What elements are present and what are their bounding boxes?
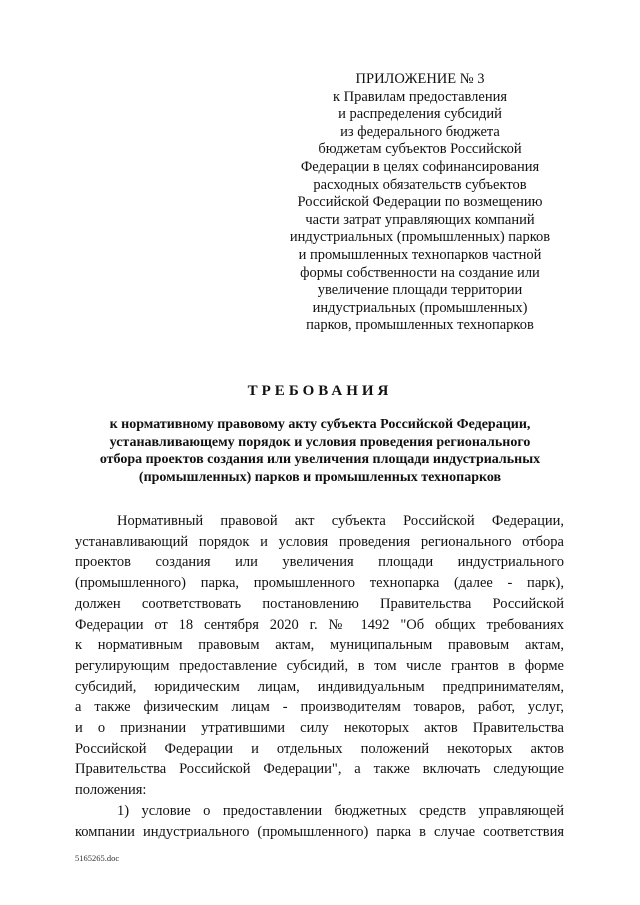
body-text	[75, 511, 564, 842]
body-line: Российской Федерации и отдельных положений некоторых актов	[75, 740, 564, 757]
appendix-line: индустриальных (промышленных) парков	[289, 229, 551, 246]
body-line: Нормативный правовой акт субъекта Российской Федерации,	[117, 513, 564, 529]
body-line: к нормативным правовым актам, муниципальным правовым актам,	[75, 637, 564, 654]
document-subtitle	[60, 416, 580, 486]
body-line: проектов создания или увеличения площади индустриального	[75, 554, 564, 571]
body-line: устанавливающий порядок и условия проведения регионального отбора	[75, 533, 564, 550]
body-line: субсидий, юридическим лицам, индивидуальным предпринимателям,	[75, 678, 564, 695]
appendix-line: парков, промышленных технопарков	[306, 317, 534, 334]
subtitle-line: отбора проектов создания или увеличения площади индустриальных	[99, 452, 541, 468]
body-line: регулирующим предоставление субсидий, в том числе грантов в форме	[75, 657, 564, 674]
body-line: Федерации от 18 сентября 2020 г. № 1492 "Об общих требованиях	[75, 616, 564, 633]
subtitle-line: к нормативному правовому акту субъекта Российской Федерации,	[109, 417, 531, 432]
appendix-line: расходных обязательств субъектов	[313, 176, 527, 193]
body-line: (промышленного) парка, промышленного технопарка (далее - парк),	[75, 575, 564, 592]
appendix-line: увеличение площади территории	[317, 282, 523, 299]
body-line: Правительства Российской Федерации", а также включать следующие	[75, 761, 564, 778]
body-line: положения:	[75, 782, 147, 799]
appendix-line: Российской Федерации по возмещению	[297, 194, 543, 211]
appendix-line: из федерального бюджета	[340, 123, 500, 140]
body-line: должен соответствовать постановлению Правительства Российской	[75, 595, 564, 612]
subtitle-line: устанавливающему порядок и условия проведения регионального	[109, 434, 531, 450]
appendix-line: индустриальных (промышленных)	[312, 299, 528, 316]
document-title: ТРЕБОВАНИЯ	[247, 383, 393, 399]
appendix-line: и распределения субсидий	[338, 106, 502, 123]
appendix-line: к Правилам предоставления	[332, 88, 508, 105]
appendix-heading: ПРИЛОЖЕНИЕ № 3	[355, 71, 485, 87]
appendix-line: Федерации в целях софинансирования	[300, 158, 540, 175]
title-block	[60, 383, 580, 486]
appendix-block	[275, 71, 565, 335]
appendix-line: формы собственности на создание или	[300, 264, 540, 281]
body-line: компании индустриального (промышленного) парка в случае соответствия	[75, 823, 564, 840]
body-line: 1) условие о предоставлении бюджетных средств управляющей	[117, 802, 564, 819]
subtitle-line: (промышленных) парков и промышленных технопарков	[138, 469, 502, 485]
appendix-line: и промышленных технопарков частной	[298, 246, 542, 263]
body-line: а также физическим лицам - производителям товаров, работ, услуг,	[75, 699, 564, 716]
appendix-line: части затрат управляющих компаний	[305, 211, 535, 228]
body-line: и о признании утратившими силу некоторых актов Правительства	[75, 720, 564, 737]
appendix-line: бюджетам субъектов Российской	[318, 141, 522, 158]
file-name-footer: 5165265.doc	[75, 853, 120, 863]
